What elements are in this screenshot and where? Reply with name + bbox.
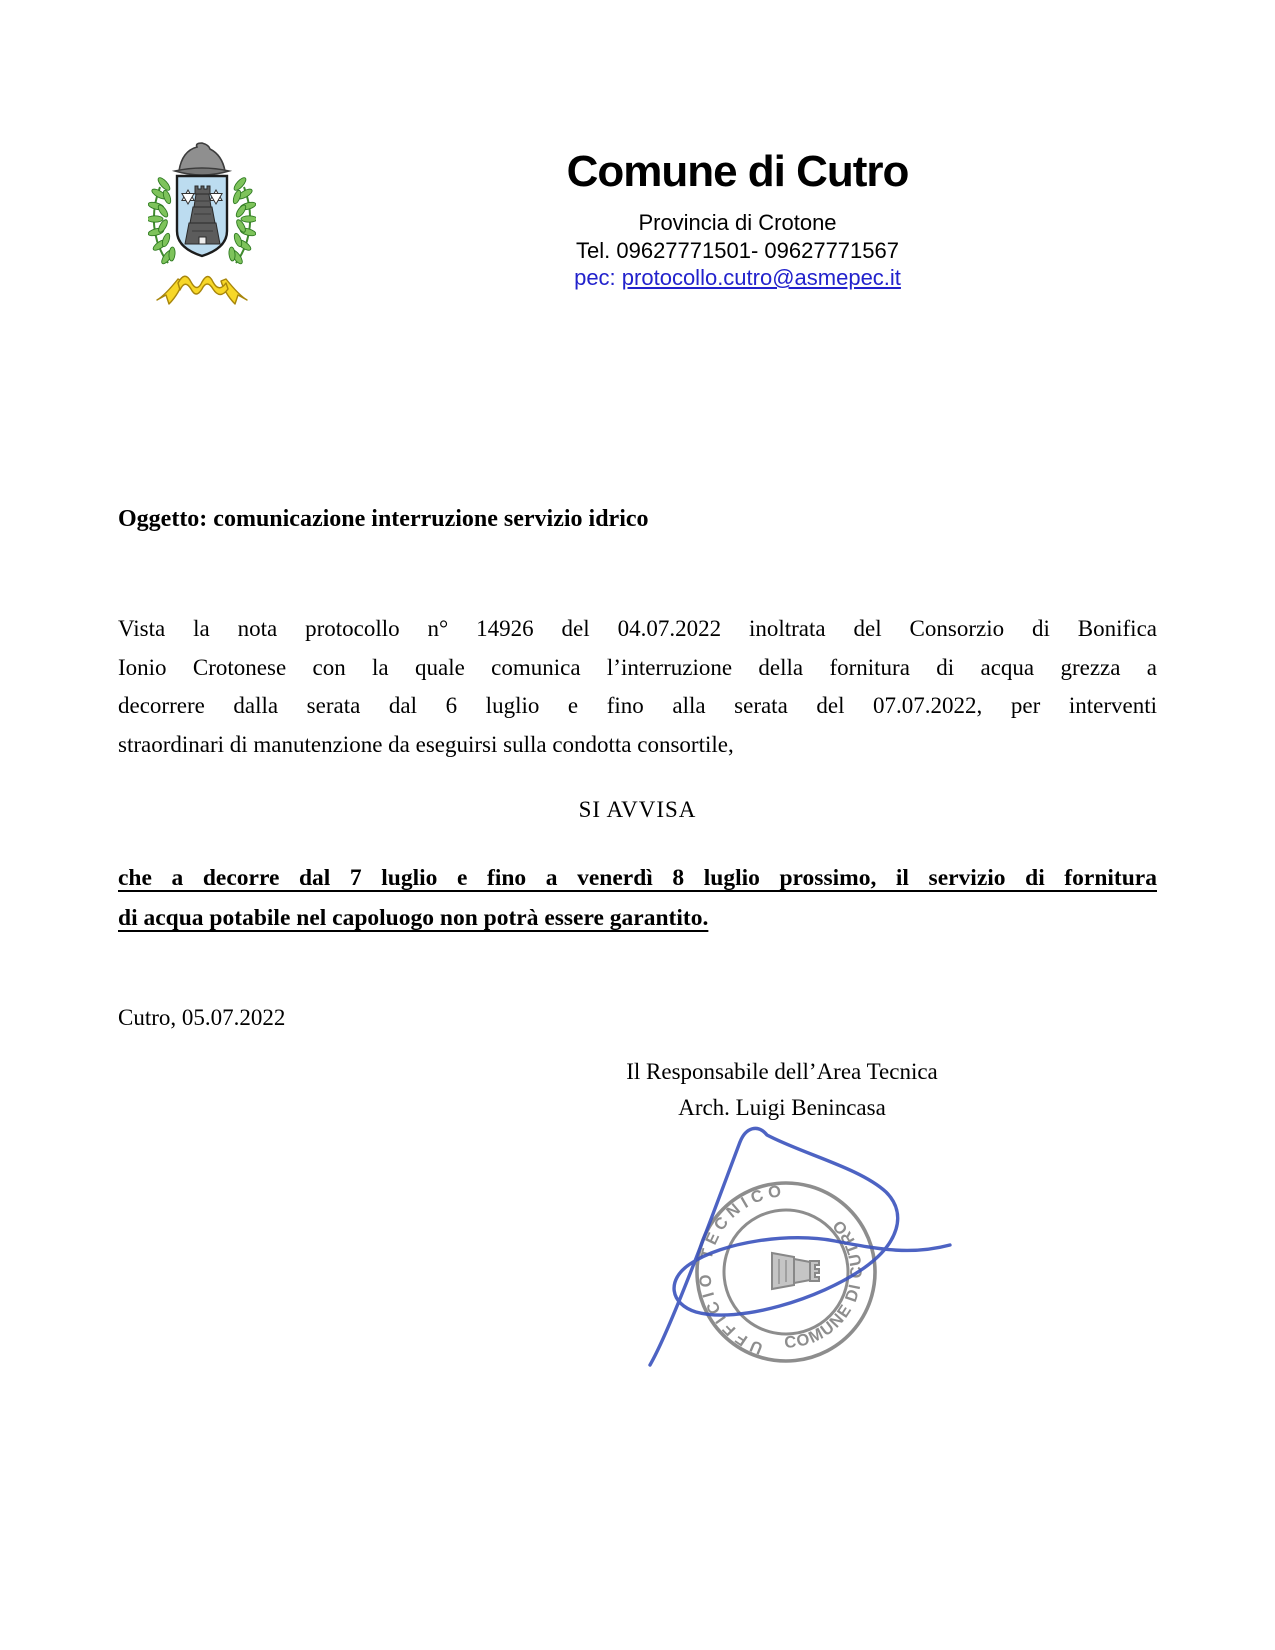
notice-heading: SI AVVISA bbox=[578, 797, 697, 822]
ribbon bbox=[157, 276, 247, 304]
subject-line: Oggetto: comunicazione interruzione servizio idrico bbox=[118, 506, 649, 532]
signatory-role: Il Responsabile dell’Area Tecnica bbox=[626, 1059, 938, 1084]
pec-line bbox=[380, 265, 1095, 291]
paragraph-line: Ionio Crotonese con la quale comunica l’interruzione della fornitura di acqua grezza a bbox=[118, 654, 1157, 680]
hat bbox=[175, 143, 229, 175]
notice-line: che a decorre dal 7 luglio e fino a venerdì 8 luglio prossimo, il servizio di fornitura bbox=[118, 865, 1157, 891]
municipality-title: Comune di Cutro bbox=[566, 147, 909, 196]
pec-email-link[interactable]: protocollo.cutro@asmepec.it bbox=[621, 265, 901, 290]
pec-label: pec: bbox=[574, 265, 616, 290]
laurel-branch-left bbox=[148, 176, 176, 265]
paragraph-line: decorrere dalla serata dal 6 luglio e fino alla serata del 07.07.2022, per interventi bbox=[118, 693, 1157, 718]
comune-coat-of-arms bbox=[148, 141, 256, 307]
phone-line: Tel. 09627771501- 09627771567 bbox=[576, 238, 899, 263]
body-paragraph bbox=[118, 610, 1157, 764]
province-subtitle: Provincia di Crotone bbox=[638, 210, 837, 235]
stamp-text-bottom: COMUNE DI CUTRO bbox=[783, 1215, 866, 1352]
dateline: Cutro, 05.07.2022 bbox=[118, 1005, 286, 1030]
paragraph-line: Vista la nota protocollo n° 14926 del 04.07.2022 inoltrata del Consorzio di Bonifica bbox=[118, 616, 1157, 641]
notice-line: di acqua potabile nel capoluogo non potrà essere garantito. bbox=[118, 905, 709, 931]
laurel-branch-right bbox=[228, 176, 256, 265]
paragraph-line: straordinari di manutenzione da eseguirsi sulla condotta consortile, bbox=[118, 731, 734, 757]
notice-paragraph bbox=[118, 858, 1157, 938]
stamp-text-top: UFFICIO TECNICO bbox=[696, 1182, 785, 1358]
signatory-name: Arch. Luigi Benincasa bbox=[678, 1095, 886, 1120]
signature-ink bbox=[620, 1122, 965, 1387]
